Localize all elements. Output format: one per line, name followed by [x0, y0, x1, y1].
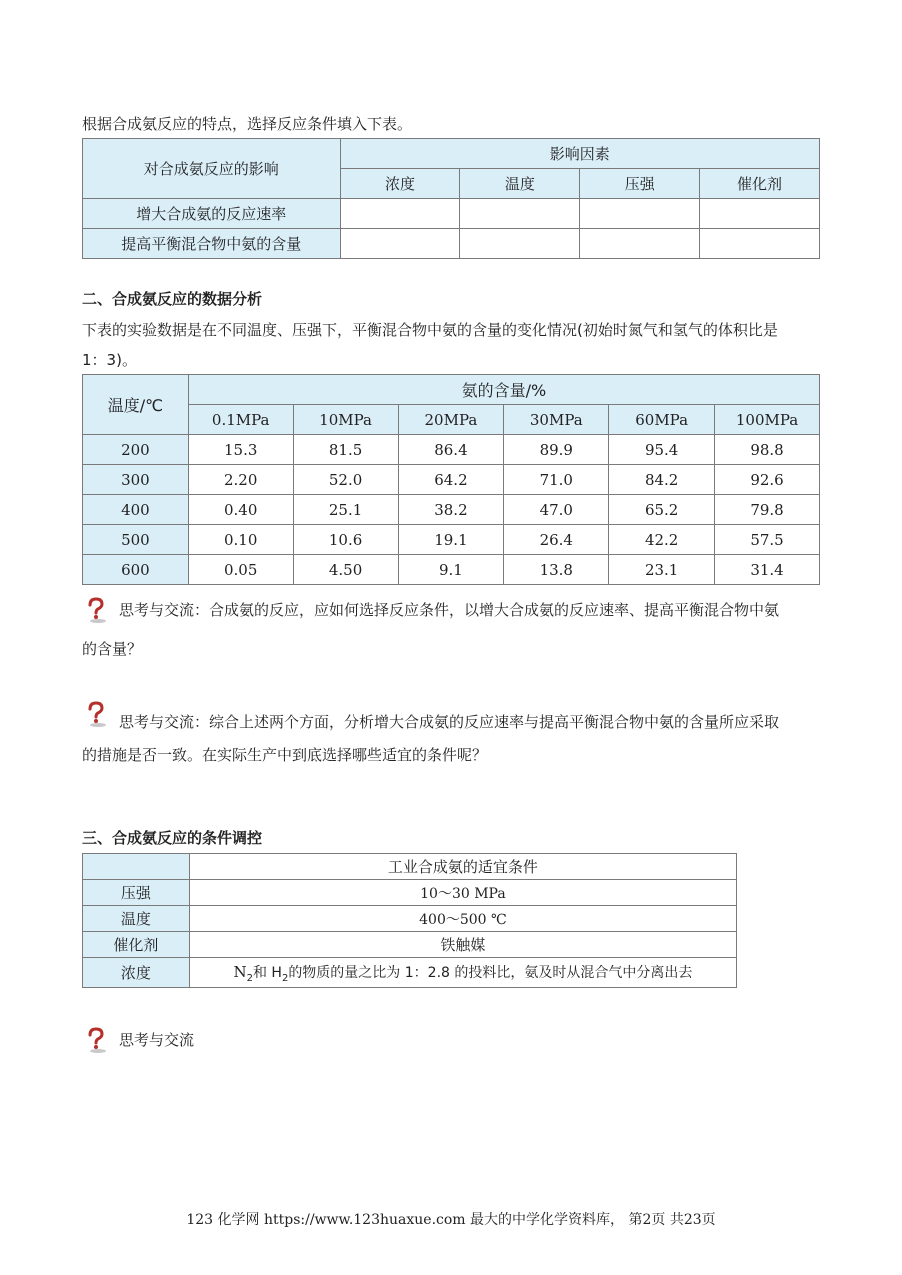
condition-value: 铁触媒 — [189, 932, 736, 958]
value-cell: 52.0 — [293, 465, 398, 495]
ratio-text: 的物质的量之比为 1：2.8 的投料比，氨及时从混合气中分离出去 — [288, 964, 693, 981]
value-cell: 15.3 — [188, 435, 293, 465]
value-cell: 64.2 — [398, 465, 504, 495]
value-cell: 0.40 — [188, 495, 293, 525]
condition-key: 温度 — [83, 906, 190, 932]
value-cell: 42.2 — [609, 525, 715, 555]
think-question-icon — [85, 597, 107, 623]
value-cell: 81.5 — [293, 435, 398, 465]
conditions-table — [82, 853, 737, 988]
table-row — [83, 555, 820, 585]
table3-header: 工业合成氨的适宜条件 — [189, 854, 736, 880]
table-row — [83, 525, 820, 555]
table1-cell — [460, 199, 580, 229]
value-cell: 13.8 — [504, 555, 609, 585]
think-question-icon — [85, 1027, 107, 1053]
value-cell: 89.9 — [504, 435, 609, 465]
table3-corner — [83, 854, 190, 880]
value-cell: 47.0 — [504, 495, 609, 525]
value-cell: 0.10 — [188, 525, 293, 555]
table1-row-header: 提高平衡混合物中氨的含量 — [83, 229, 341, 259]
temperature-cell: 200 — [83, 435, 189, 465]
pressure-header: 20MPa — [398, 405, 504, 435]
section2-desc-line2: 1：3)。 — [82, 351, 137, 369]
table-row — [83, 435, 820, 465]
pressure-header: 0.1MPa — [188, 405, 293, 435]
table1-cell — [700, 199, 820, 229]
condition-key: 浓度 — [83, 958, 190, 988]
temperature-cell: 600 — [83, 555, 189, 585]
table1-cell — [580, 229, 700, 259]
value-cell: 26.4 — [504, 525, 609, 555]
table1-group-header: 影响因素 — [340, 139, 819, 169]
value-cell: 79.8 — [715, 495, 820, 525]
table1-cell — [340, 229, 460, 259]
value-cell: 2.20 — [188, 465, 293, 495]
table2-corner: 温度/℃ — [83, 375, 189, 435]
table1-row-header: 增大合成氨的反应速率 — [83, 199, 341, 229]
value-cell: 38.2 — [398, 495, 504, 525]
temperature-cell: 400 — [83, 495, 189, 525]
intro-text: 根据合成氨反应的特点，选择反应条件填入下表。 — [82, 115, 413, 133]
pressure-header: 60MPa — [609, 405, 715, 435]
section3-title: 三、合成氨反应的条件调控 — [82, 829, 263, 847]
value-cell: 71.0 — [504, 465, 609, 495]
value-cell: 25.1 — [293, 495, 398, 525]
condition-value-concentration — [189, 958, 736, 988]
temperature-cell: 500 — [83, 525, 189, 555]
n2-subscript: 2 — [246, 972, 253, 984]
table1-col-header: 温度 — [460, 169, 580, 199]
think1-line1: 思考与交流：合成氨的反应，应如何选择反应条件，以增大合成氨的反应速率、提高平衡混合物中氨 — [119, 601, 780, 619]
table-row — [83, 465, 820, 495]
table2-group-header: 氨的含量/% — [188, 375, 819, 405]
table1-cell — [460, 229, 580, 259]
think2-line2: 的措施是否一致。在实际生产中到底选择哪些适宜的条件呢？ — [82, 746, 488, 764]
value-cell: 31.4 — [715, 555, 820, 585]
condition-key: 催化剂 — [83, 932, 190, 958]
page-footer: 123 化学网 https://www.123huaxue.com 最大的中学化学资料库， 第2页 共23页 — [186, 1212, 716, 1228]
value-cell: 84.2 — [609, 465, 715, 495]
value-cell: 4.50 — [293, 555, 398, 585]
pressure-header: 10MPa — [293, 405, 398, 435]
table1-cell — [580, 199, 700, 229]
value-cell: 23.1 — [609, 555, 715, 585]
table1-col-header: 压强 — [580, 169, 700, 199]
think2-line1: 思考与交流：综合上述两个方面，分析增大合成氨的反应速率与提高平衡混合物中氨的含量所应采取 — [119, 713, 780, 731]
ammonia-data-table — [82, 374, 820, 585]
section2-desc-line1: 下表的实验数据是在不同温度、压强下，平衡混合物中氨的含量的变化情况(初始时氮气和氢气的体积比是 — [82, 321, 778, 339]
table1-cell — [700, 229, 820, 259]
value-cell: 10.6 — [293, 525, 398, 555]
pressure-header: 30MPa — [504, 405, 609, 435]
h2-subscript: 2 — [281, 972, 289, 984]
table1-cell — [340, 199, 460, 229]
value-cell: 98.8 — [715, 435, 820, 465]
table1-col-header: 浓度 — [340, 169, 460, 199]
value-cell: 65.2 — [609, 495, 715, 525]
value-cell: 57.5 — [715, 525, 820, 555]
table1-corner: 对合成氨反应的影响 — [83, 139, 341, 199]
condition-key: 压强 — [83, 880, 190, 906]
pressure-header: 100MPa — [715, 405, 820, 435]
table1-col-header: 催化剂 — [700, 169, 820, 199]
influence-table — [82, 138, 820, 259]
table-row — [83, 495, 820, 525]
value-cell: 86.4 — [398, 435, 504, 465]
value-cell: 92.6 — [715, 465, 820, 495]
think-question-icon — [85, 701, 107, 727]
think3-label: 思考与交流 — [119, 1031, 195, 1049]
section2-title: 二、合成氨反应的数据分析 — [82, 290, 263, 308]
value-cell: 0.05 — [188, 555, 293, 585]
condition-value: 10～30 MPa — [189, 880, 736, 906]
condition-value: 400～500 ℃ — [189, 906, 736, 932]
temperature-cell: 300 — [83, 465, 189, 495]
think1-line2: 的含量？ — [82, 640, 143, 658]
value-cell: 19.1 — [398, 525, 504, 555]
value-cell: 9.1 — [398, 555, 504, 585]
value-cell: 95.4 — [609, 435, 715, 465]
and-h2-text: 和 H — [252, 964, 282, 981]
n2-symbol: N — [233, 962, 247, 981]
